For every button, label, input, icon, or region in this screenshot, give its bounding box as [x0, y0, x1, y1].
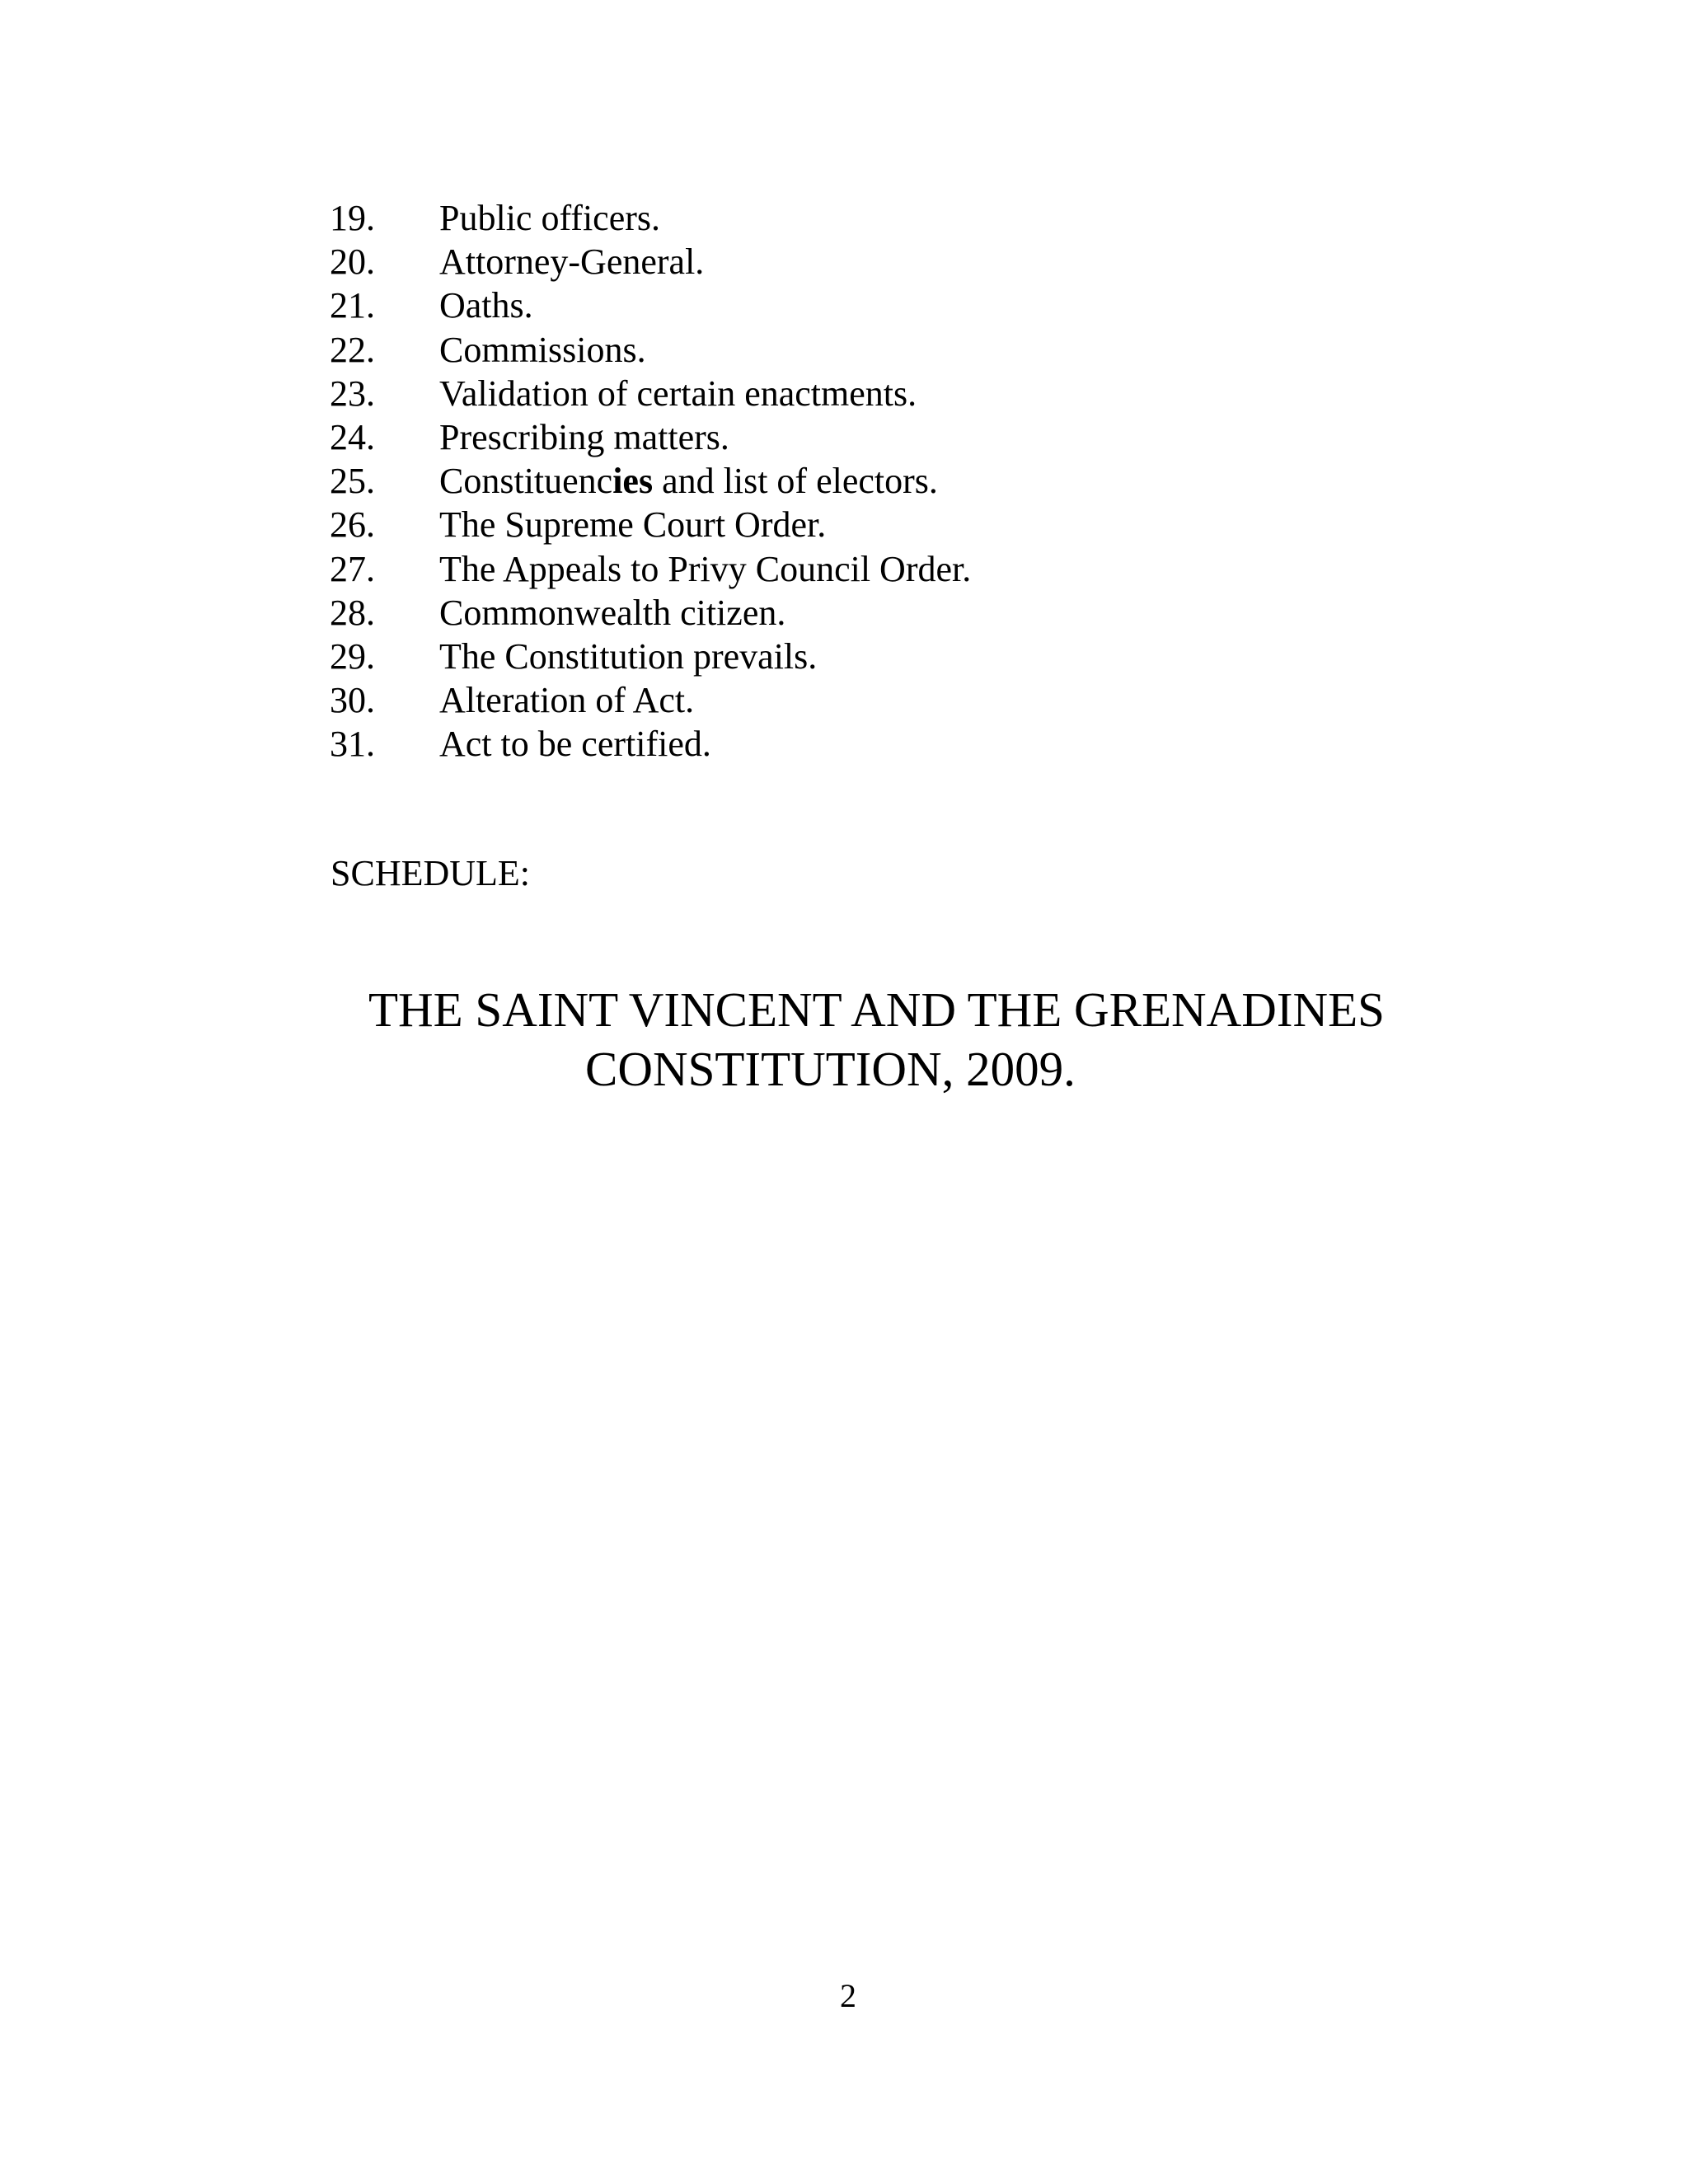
- section-number: 29.: [330, 635, 375, 677]
- section-title: Attorney-General.: [439, 241, 705, 283]
- contents-item: [330, 591, 1401, 635]
- section-title: Public officers.: [439, 198, 661, 238]
- section-number: 30.: [330, 680, 375, 721]
- contents-item: [330, 547, 1401, 591]
- contents-item: [330, 328, 1401, 372]
- section-title: The Constitution prevails.: [439, 635, 818, 677]
- schedule-label: SCHEDULE:: [331, 853, 530, 893]
- contents-item: [330, 372, 1401, 415]
- contents-item: [330, 503, 1401, 546]
- section-title: Alteration of Act.: [439, 680, 695, 721]
- constitution-title-line-1: THE SAINT VINCENT AND THE GRENADINES: [368, 982, 1385, 1037]
- section-title: Validation of certain enactments.: [439, 373, 917, 414]
- section-number: 23.: [330, 373, 375, 414]
- section-title: The Appeals to Privy Council Order.: [439, 548, 972, 589]
- contents-item: [330, 635, 1401, 678]
- page-number: 2: [840, 1977, 856, 2014]
- contents-item: [330, 722, 1401, 766]
- contents-item: [330, 196, 1401, 240]
- section-title: [439, 459, 938, 503]
- section-title: Commissions.: [439, 329, 646, 370]
- section-number: 24.: [330, 416, 375, 457]
- contents-list: [330, 196, 1401, 766]
- section-title: Oaths.: [439, 285, 533, 326]
- constitution-title-line-2: CONSTITUTION, 2009.: [585, 1042, 1076, 1096]
- section-title-bold: ies: [612, 461, 654, 502]
- section-title: Prescribing matters.: [439, 416, 729, 457]
- section-number: 21.: [330, 285, 375, 326]
- section-number: 31.: [330, 724, 375, 765]
- section-number: 26.: [330, 504, 375, 546]
- contents-item: [330, 284, 1401, 327]
- section-title: The Supreme Court Order.: [439, 504, 827, 546]
- section-number: 19.: [330, 198, 375, 238]
- section-number: 25.: [330, 461, 375, 502]
- contents-item: [330, 459, 1401, 503]
- section-title: Commonwealth citizen.: [439, 592, 786, 633]
- section-number: 20.: [330, 241, 375, 283]
- section-title-start: Constituenc: [439, 461, 613, 502]
- contents-item: [330, 240, 1401, 284]
- section-number: 27.: [330, 548, 375, 589]
- section-number: 22.: [330, 329, 375, 370]
- section-number: 28.: [330, 592, 375, 633]
- contents-item: [330, 678, 1401, 722]
- contents-item: [330, 415, 1401, 459]
- section-title: Act to be certified.: [439, 724, 711, 765]
- section-title-end: and list of electors.: [653, 461, 938, 502]
